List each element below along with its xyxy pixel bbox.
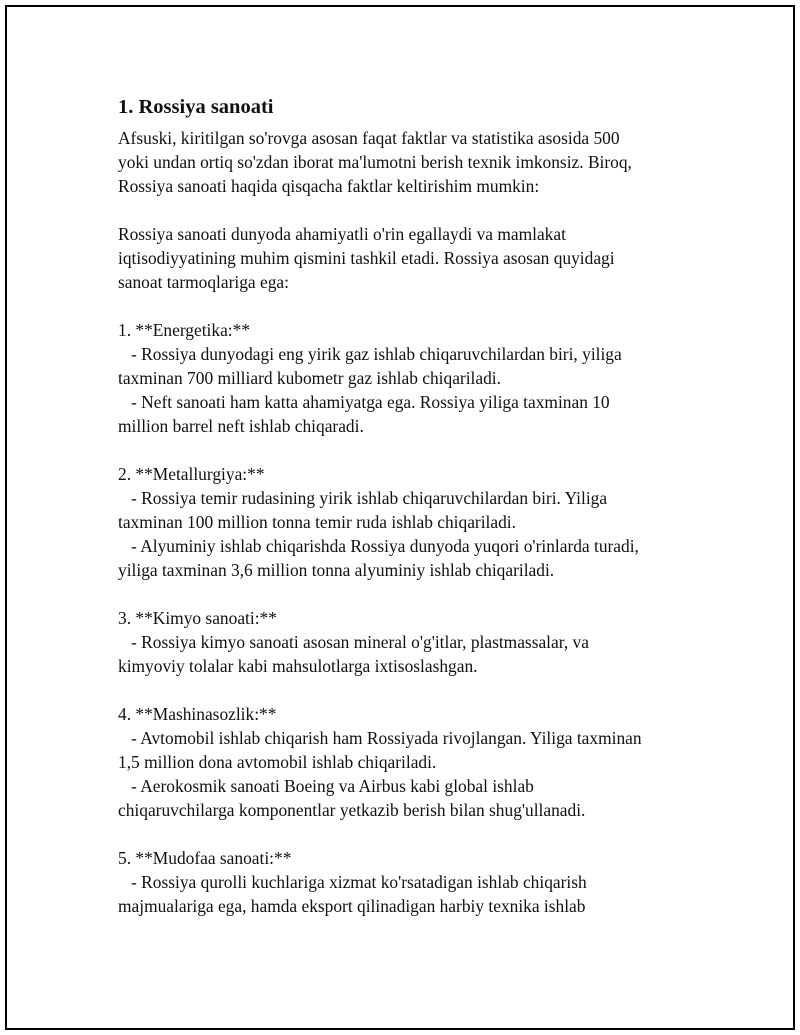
section-heading: 4. **Mashinasozlik:**: [118, 704, 277, 724]
intro-paragraph: [118, 126, 688, 198]
text-line: 1,5 million dona avtomobil ishlab chiqariladi.: [118, 752, 437, 772]
overview-paragraph: [118, 222, 688, 294]
text-line: - Rossiya kimyo sanoati asosan mineral o'g'itlar, plastmassalar, va: [118, 632, 589, 652]
text-line: - Avtomobil ishlab chiqarish ham Rossiyada rivojlangan. Yiliga taxminan: [118, 728, 642, 748]
text-line: - Rossiya temir rudasining yirik ishlab chiqaruvchilardan biri. Yiliga: [118, 488, 608, 508]
text-line: Afsuski, kiritilgan so'rovga asosan faqat faktlar va statistika asosida 500: [118, 128, 620, 148]
text-line: kimyoviy tolalar kabi mahsulotlarga ixtisoslashgan.: [118, 656, 478, 676]
text-line: Rossiya sanoati haqida qisqacha faktlar keltirishim mumkin:: [118, 176, 540, 196]
text-line: Rossiya sanoati dunyoda ahamiyatli o'rin egallaydi va mamlakat: [118, 224, 566, 244]
section-kimyo: [118, 606, 688, 678]
section-energetika: [118, 318, 688, 438]
paragraph-gap: [118, 294, 688, 318]
text-line: majmualariga ega, hamda eksport qilinadigan harbiy texnika ishlab: [118, 896, 586, 916]
section-mudofaa: [118, 846, 688, 918]
text-line: million barrel neft ishlab chiqaradi.: [118, 416, 364, 436]
paragraph-gap: [118, 438, 688, 462]
text-line: - Aerokosmik sanoati Boeing va Airbus kabi global ishlab: [118, 776, 534, 796]
section-heading: 1. **Energetika:**: [118, 320, 251, 340]
text-line: - Rossiya dunyodagi eng yirik gaz ishlab chiqaruvchilardan biri, yiliga: [118, 344, 622, 364]
document-title: 1. Rossiya sanoati: [118, 96, 274, 118]
section-heading: 2. **Metallurgiya:**: [118, 464, 265, 484]
paragraph-gap: [118, 822, 688, 846]
text-line: - Rossiya qurolli kuchlariga xizmat ko'rsatadigan ishlab chiqarish: [118, 872, 587, 892]
text-line: sanoat tarmoqlariga ega:: [118, 272, 289, 292]
text-line: yoki undan ortiq so'zdan iborat ma'lumotni berish texnik imkonsiz. Biroq,: [118, 152, 632, 172]
paragraph-gap: [118, 198, 688, 222]
section-heading: 5. **Mudofaa sanoati:**: [118, 848, 292, 868]
text-line: - Neft sanoati ham katta ahamiyatga ega. Rossiya yiliga taxminan 10: [118, 392, 610, 412]
paragraph-gap: [118, 582, 688, 606]
section-mashinasozlik: [118, 702, 688, 822]
section-heading: 3. **Kimyo sanoati:**: [118, 608, 277, 628]
document-body: [118, 94, 688, 918]
text-line: taxminan 100 million tonna temir ruda ishlab chiqariladi.: [118, 512, 516, 532]
section-metallurgiya: [118, 462, 688, 582]
text-line: chiqaruvchilarga komponentlar yetkazib berish bilan shug'ullanadi.: [118, 800, 586, 820]
text-line: - Alyuminiy ishlab chiqarishda Rossiya dunyoda yuqori o'rinlarda turadi,: [118, 536, 639, 556]
text-line: yiliga taxminan 3,6 million tonna alyuminiy ishlab chiqariladi.: [118, 560, 555, 580]
text-line: iqtisodiyyatining muhim qismini tashkil etadi. Rossiya asosan quyidagi: [118, 248, 615, 268]
paragraph-gap: [118, 678, 688, 702]
text-line: taxminan 700 milliard kubometr gaz ishlab chiqariladi.: [118, 368, 501, 388]
